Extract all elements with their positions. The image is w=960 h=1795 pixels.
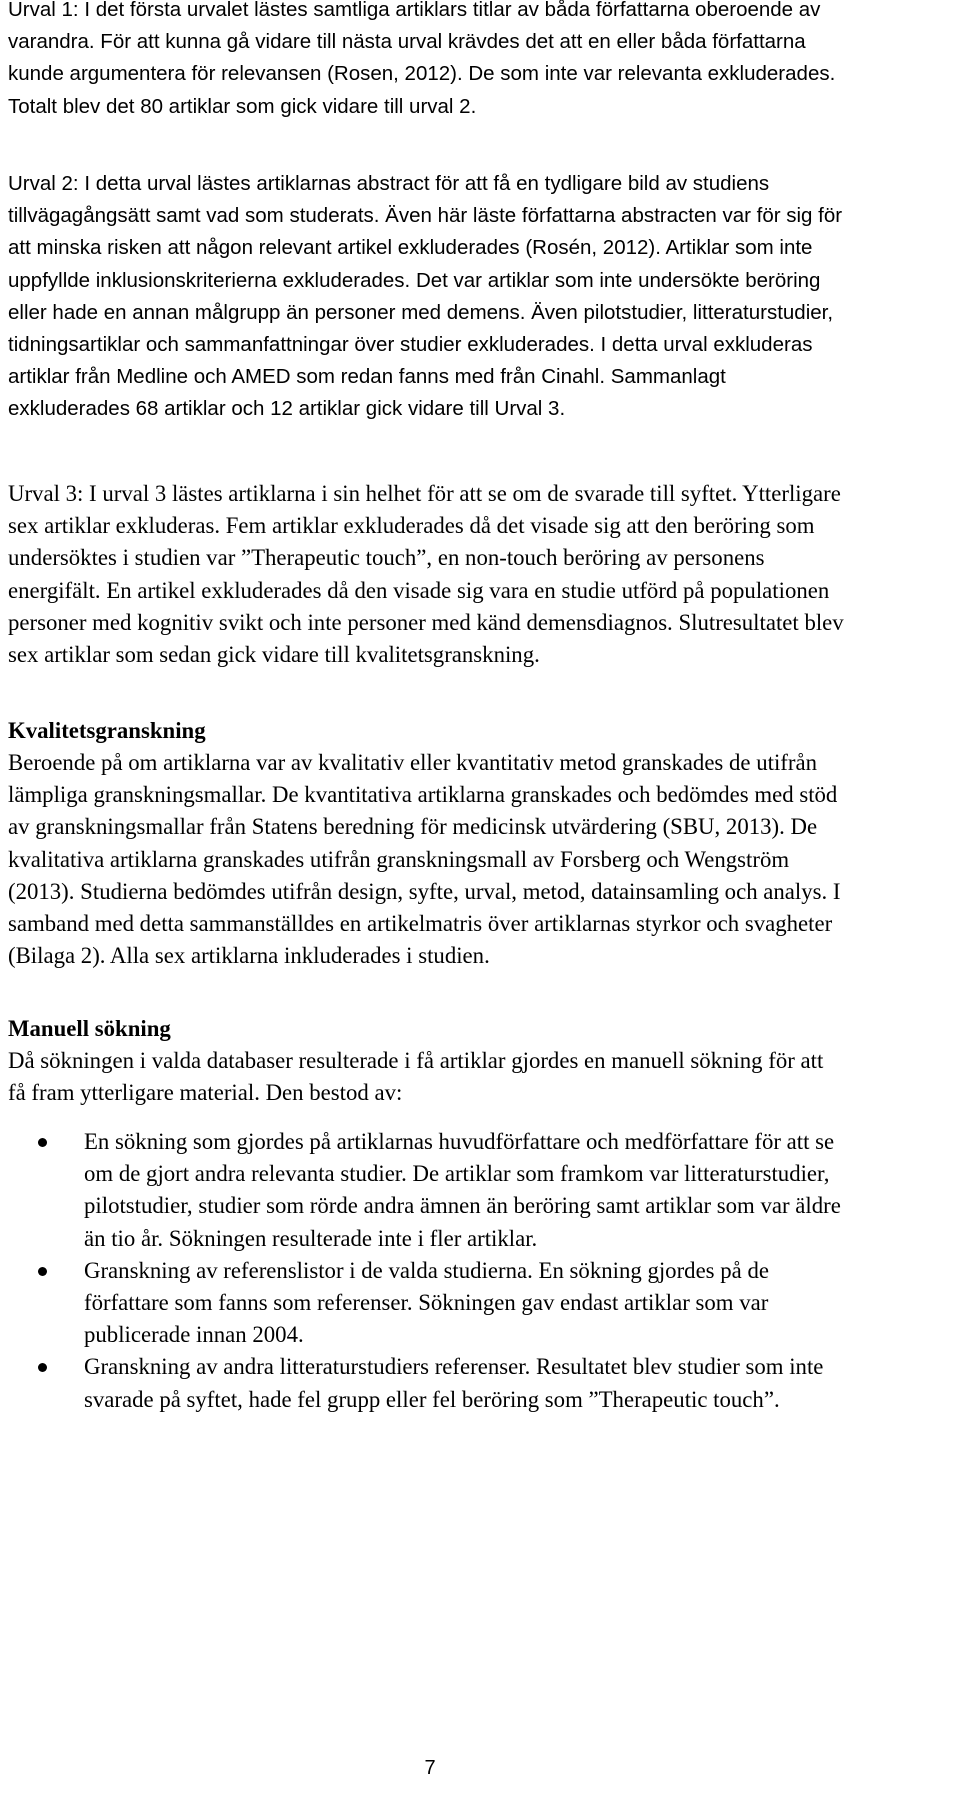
list-item-text: Granskning av andra litteraturstudiers referenser. Resultatet blev studier som inte svarade på syftet, hade fel grupp eller fel beröring som ”Therapeutic touch”. (84, 1354, 824, 1412)
bullet-icon (38, 1138, 47, 1147)
list-item (8, 1126, 844, 1255)
bullet-list (8, 1126, 844, 1416)
paragraph-urval-3: Urval 3: I urval 3 lästes artiklarna i sin helhet för att se om de svarade till syftet. Ytterligare sex artiklar exkluderas. Fem artiklar exkluderades då det visade sig att den beröring som undersöktes i studien var ”Therapeutic touch”, en non-touch beröring av personens energifält. En artikel exkluderades då den visade sig vara en studie utförd på populationen personer med kognitiv svikt och inte personer med känd demensdiagnos. Slutresultatet blev sex artiklar som sedan gick vidare till kvalitetsgranskning. (8, 481, 844, 668)
paragraph-urval-1: Urval 1: I det första urvalet lästes samtliga artiklars titlar av båda författarna oberoende av varandra. För att kunna gå vidare till nästa urval krävdes det att en eller båda författarna kunde argumentera för relevansen (Rosen, 2012). De som inte var relevanta exkluderades. Totalt blev det 80 artiklar som gick vidare till urval 2. (8, 0, 836, 118)
paragraph-urval-2: Urval 2: I detta urval lästes artiklarnas abstract för att få en tydligare bild av studiens tillvägagångsätt samt vad som studerats. Även här läste författarna abstracten var för sig för att minska risken att någon relevant artikel exkluderades (Rosén, 2012). Artiklar som inte uppfyllde inklusionskriterierna exkluderades. Det var artiklar som inte undersökte beröring eller hade en annan målgrupp än personer med demens. Även pilotstudier, litteraturstudier, tidningsartiklar och sammanfattningar över studier exkluderades. I detta urval exkluderas artiklar från Medline och AMED som redan fanns med från Cinahl. Sammanlagt exkluderades 68 artiklar och 12 artiklar gick vidare till Urval 3. (8, 172, 843, 421)
section-heading-manuell-sokning: Manuell sökning (8, 1016, 171, 1041)
section-heading-kvalitetsgranskning: Kvalitetsgranskning (8, 718, 206, 743)
list-item-text: En sökning som gjordes på artiklarnas huvudförfattare och medförfattare för att se om de gjort andra relevanta studier. De artiklar som framkom var litteraturstudier, pilotstudier, studier som rörde andra ämnen än beröring samt artiklar som var äldre än tio år. Sökningen resulterade inte i fler artiklar. (84, 1129, 841, 1251)
list-item (8, 1351, 844, 1415)
paragraph-kvalitetsgranskning: Beroende på om artiklarna var av kvalitativ eller kvantitativ metod granskades de utifrån lämpliga granskningsmallar. De kvantitativa artiklarna granskades och bedömdes med stöd av granskningsmallar från Statens beredning för medicinsk utvärdering (SBU, 2013). De kvalitativa artiklarna granskades utifrån granskningsmall av Forsberg och Wengström (2013). Studierna bedömdes utifrån design, syfte, urval, metod, datainsamling och analys. I samband med detta sammanställdes en artikelmatris över artiklarnas styrkor och svagheter (Bilaga 2). Alla sex artiklarna inkluderades i studien. (8, 750, 841, 969)
list-item (8, 1255, 844, 1352)
paragraph-manuell-sokning: Då sökningen i valda databaser resulterade i få artiklar gjordes en manuell sökning för att få fram ytterligare material. Den bestod av: (8, 1048, 824, 1106)
bullet-icon (38, 1363, 47, 1372)
page-number: 7 (424, 1757, 436, 1779)
list-item-text: Granskning av referenslistor i de valda studierna. En sökning gjordes på de författare som fanns som referenser. Sökningen gav endast artiklar som var publicerade innan 2004. (84, 1257, 769, 1348)
bullet-icon (38, 1267, 47, 1276)
